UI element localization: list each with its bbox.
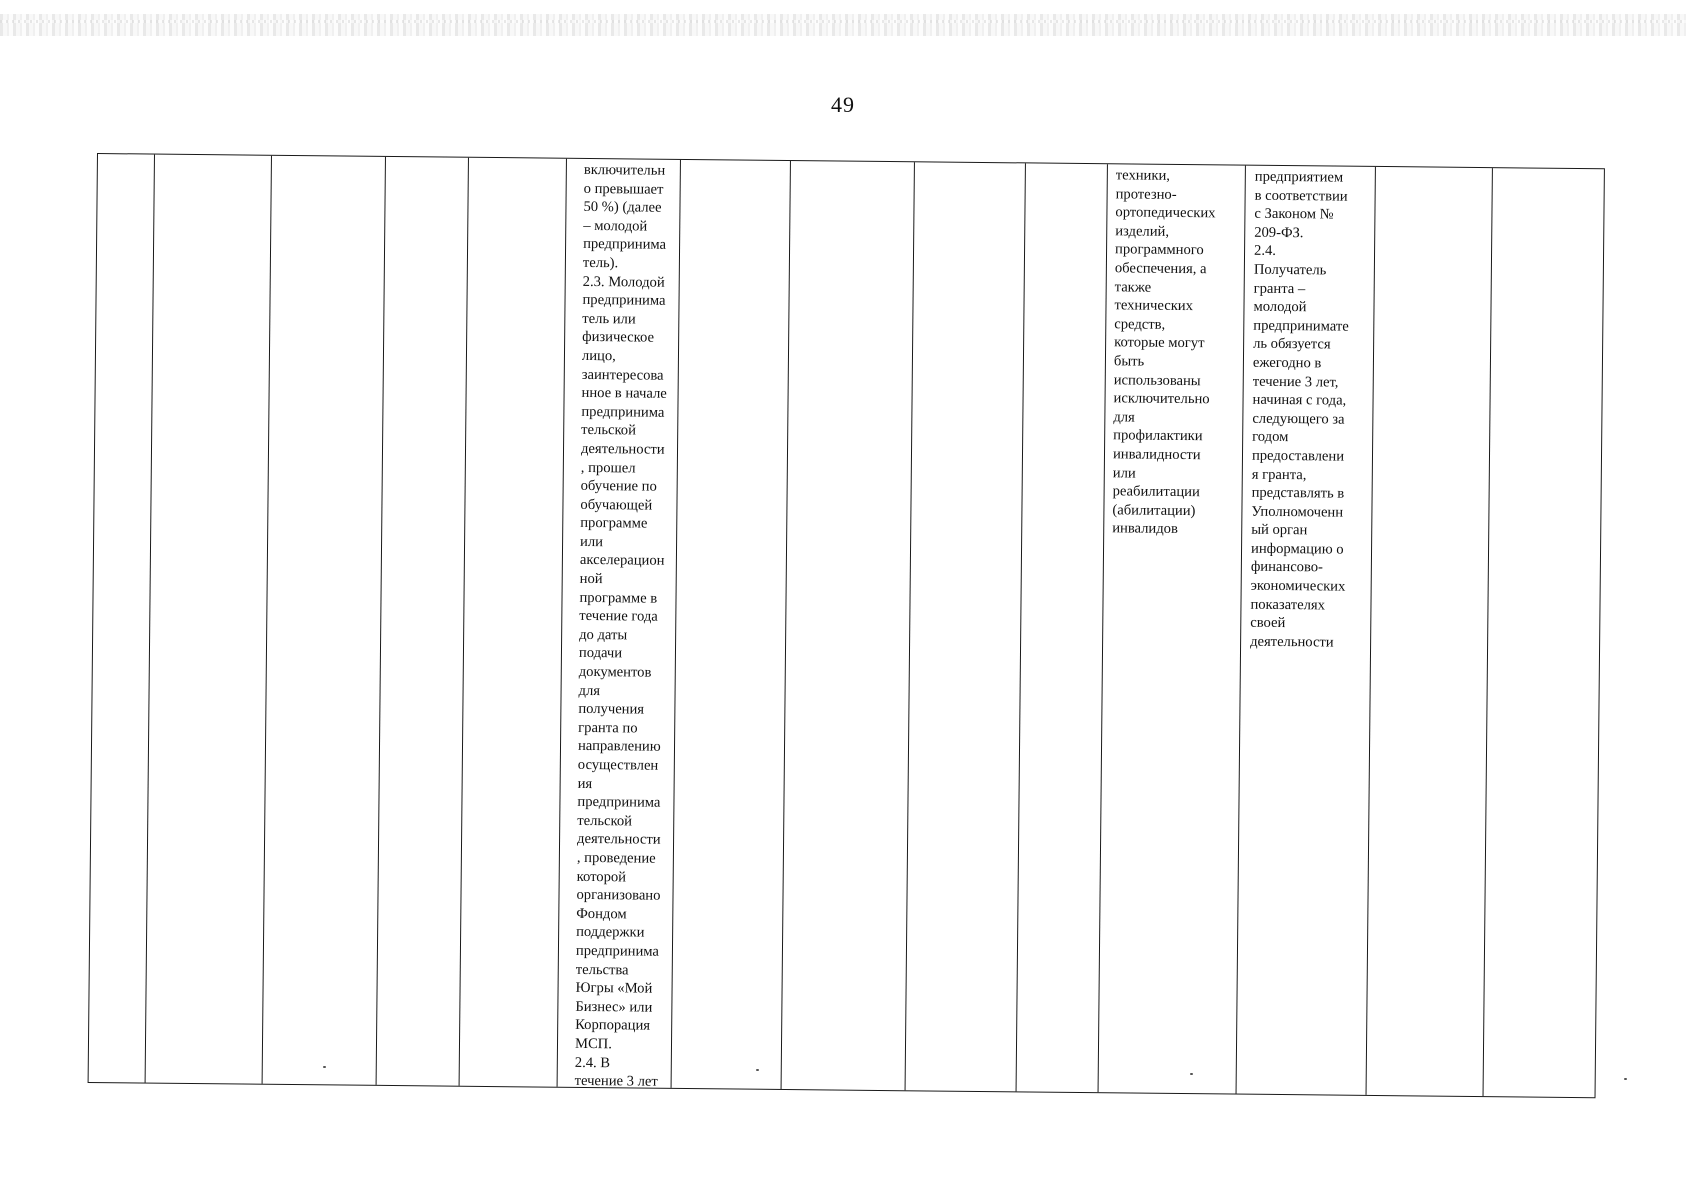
table-cell-col-12: предприятием в соответствии с Законом № 209-ФЗ. 2.4. Получатель гранта – молодой предпринимате ль обязуется ежегодно в течение 3 лет, начиная с года, следующего за годом предоставлени я гранта, представлять в Уполномоченн ый орган информацию о финансово- экономических показателях своей деятельности [1250, 168, 1349, 651]
scan-speck [323, 1066, 326, 1068]
scan-speck [756, 1069, 759, 1071]
column-divider-2 [262, 156, 272, 1084]
column-divider-9 [1016, 163, 1026, 1091]
scan-speck [1190, 1073, 1193, 1075]
scan-speck [1624, 1078, 1627, 1080]
column-divider-1 [145, 155, 155, 1083]
table-cell-col-6: включительн о превышает 50 %) (далее – молодой предпринима тель). 2.3. Молодой предпринима тель или физическое лицо, заинтересова нное в начале предпринима тельской деятельности , прошел обучение по обучающей программе или акселерацион ной программе в течение года до даты подачи документов для получения гранта по направлению осуществлен ия предпринима тельской деятельности , проведение которой организовано Фондом поддержки предпринима тельства Югры «Мой Бизнес» или Корпорация МСП. 2.4. В течение 3 лет [574, 161, 667, 1090]
scan-edge-artifact [0, 14, 1686, 36]
table-cell-col-11: техники, протезно- ортопедических изделий, программного обеспечения, а также технических средств, которые могут быть использованы исключительно для профилактики инвалидности или реабилитации (абилитации) инвалидов [1112, 167, 1216, 538]
column-divider-3 [376, 157, 386, 1085]
column-divider-7 [781, 161, 791, 1089]
column-divider-10 [1098, 164, 1108, 1092]
column-divider-4 [459, 158, 469, 1086]
page-number: 49 [831, 92, 855, 117]
document-table [88, 153, 1605, 1098]
column-divider-13 [1483, 168, 1493, 1096]
column-divider-8 [905, 162, 915, 1090]
column-divider-5 [557, 159, 567, 1087]
